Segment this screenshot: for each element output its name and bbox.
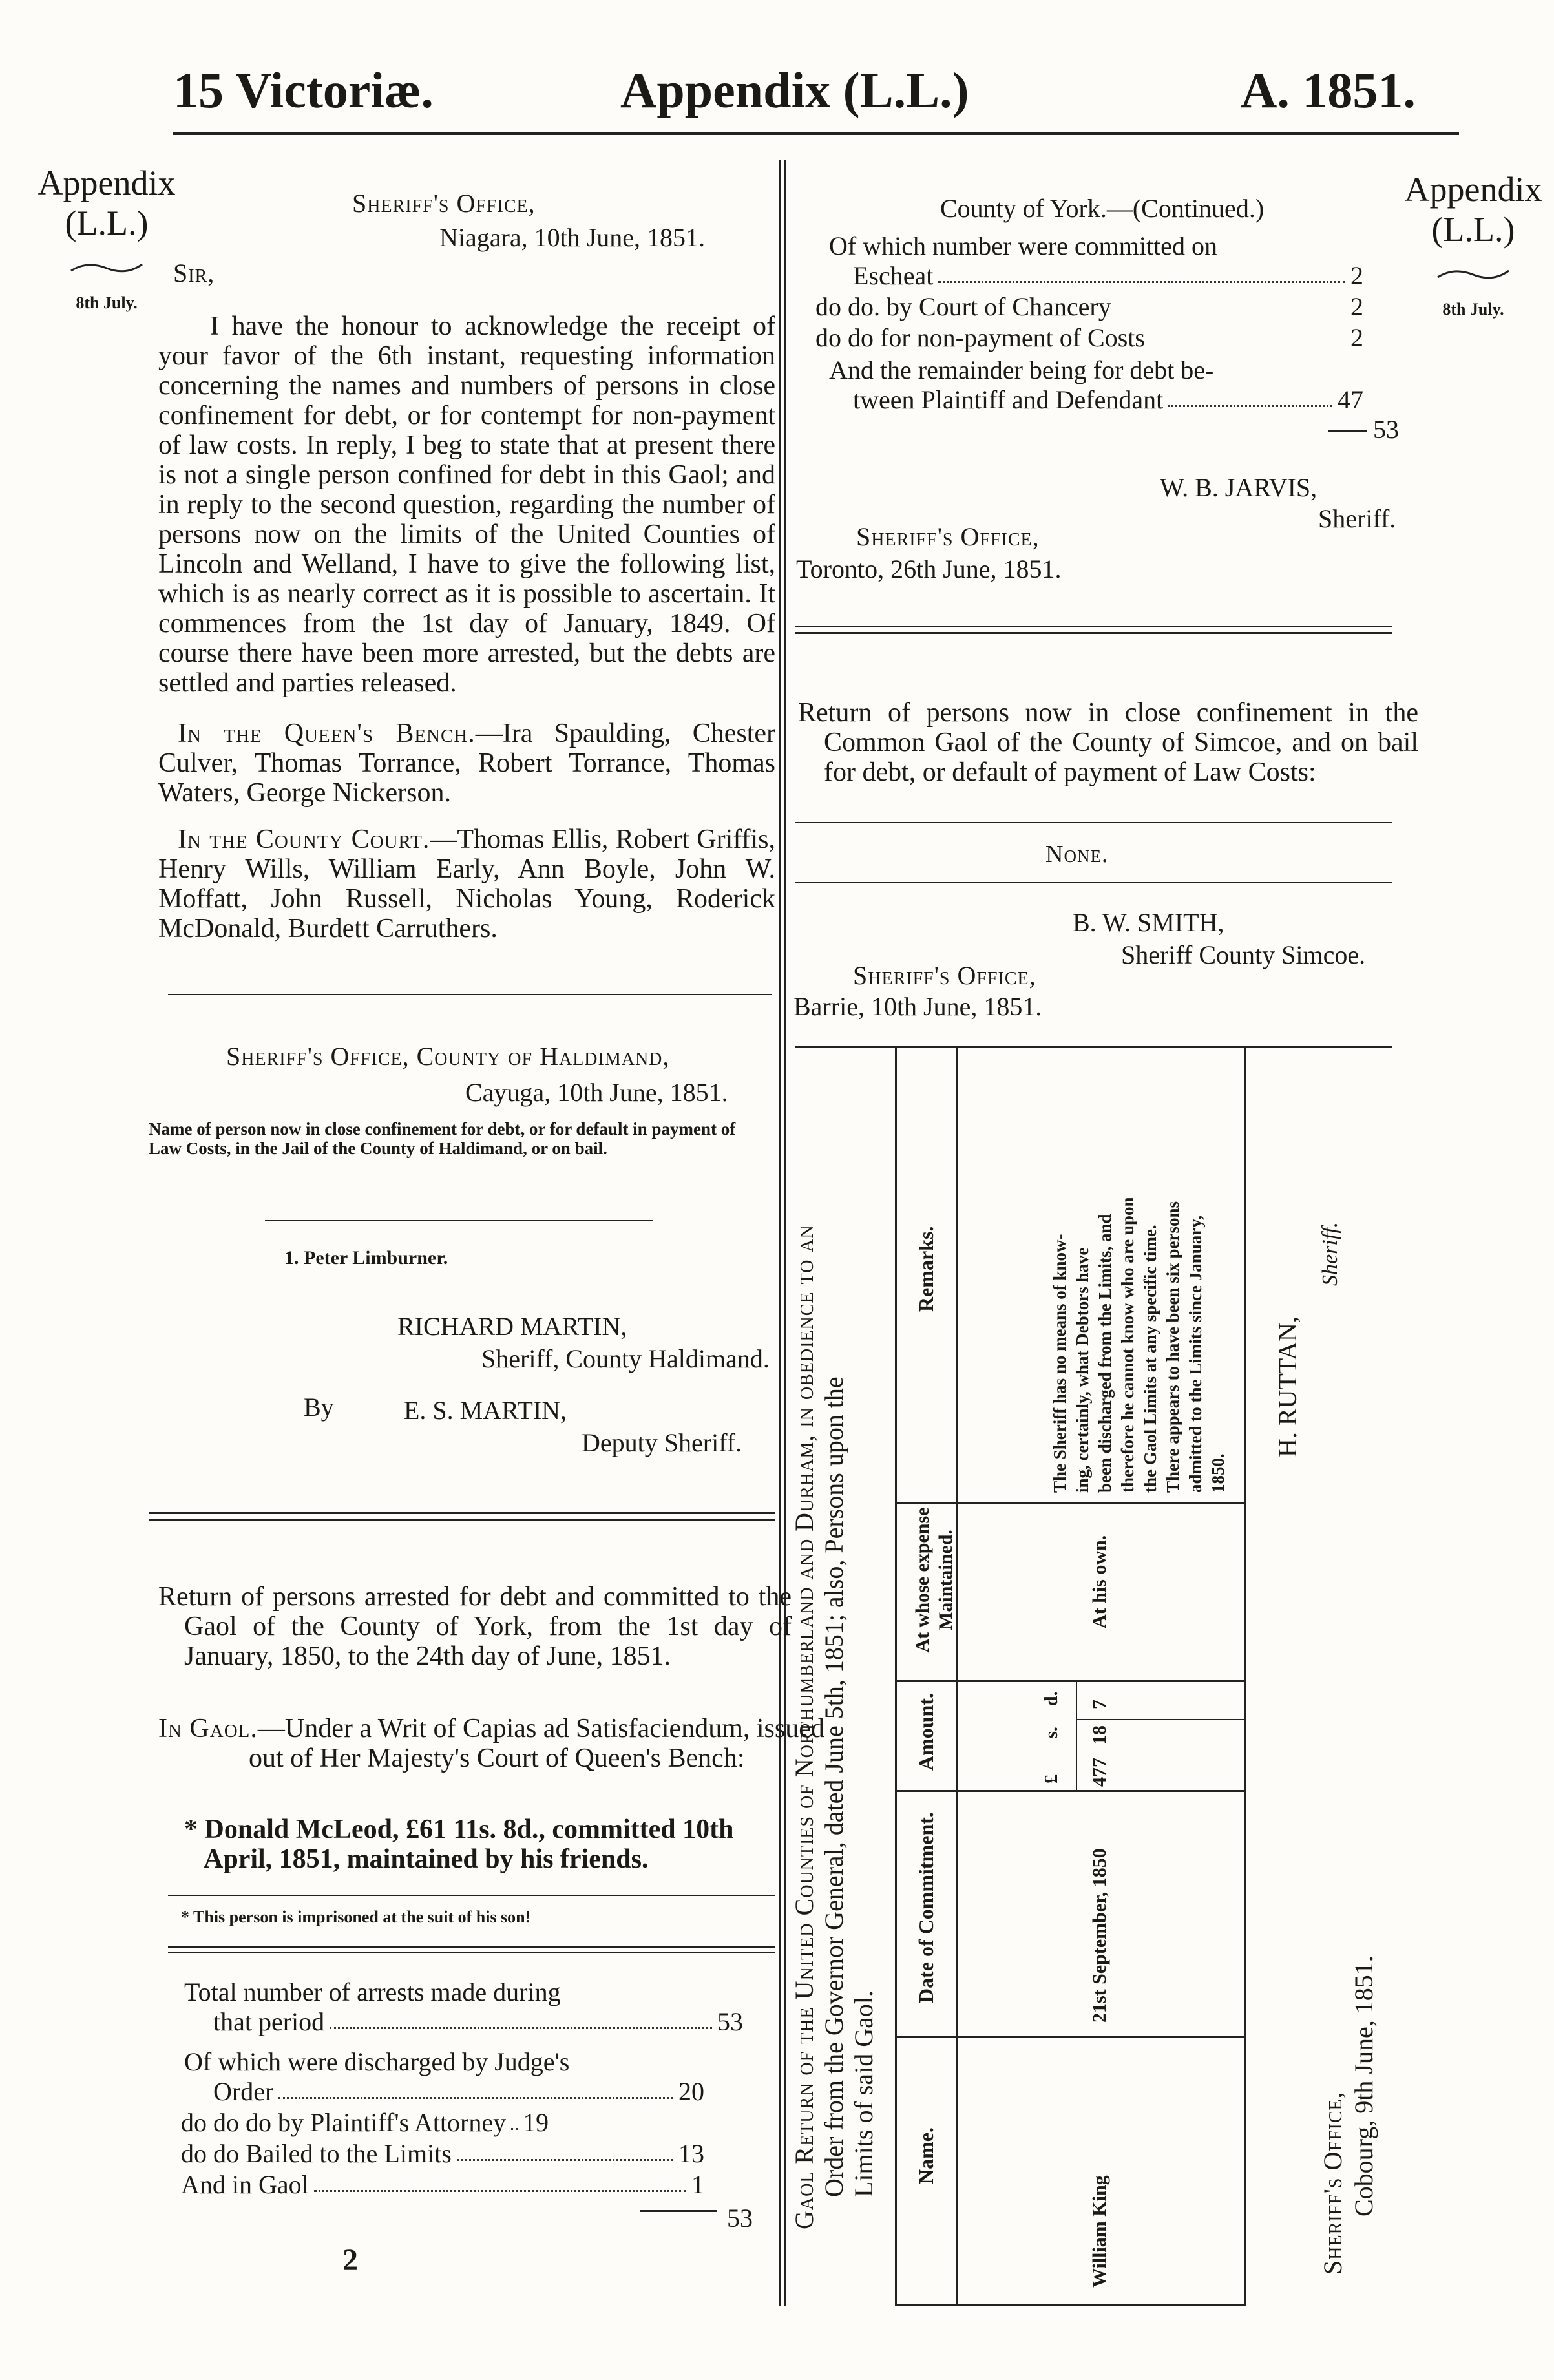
northumberland-place-date: Cobourg, 9th June, 1851. <box>1349 1955 1378 2217</box>
double-rule <box>149 1512 775 1514</box>
table-col-divider <box>895 1502 1244 1504</box>
divider <box>795 882 1392 883</box>
row-date: 21st September, 1850 <box>1089 1848 1110 2023</box>
york-totals-line: And in Gaol 1 <box>181 2170 704 2199</box>
haldimand-signer: RICHARD MARTIN, <box>397 1312 627 1341</box>
york-cont-line: do do for non-payment of Costs 2 <box>815 323 1363 352</box>
flourish-icon <box>1434 266 1512 281</box>
york-continued-heading: County of York.—(Continued.) <box>940 194 1265 223</box>
sum-rule <box>640 2210 717 2212</box>
york-cont-place-date: Toronto, 26th June, 1851. <box>796 554 1062 584</box>
northumberland-office: Sheriff's Office, <box>1318 2091 1347 2275</box>
table-col-divider <box>895 2036 1244 2038</box>
haldimand-deputy: E. S. MARTIN, <box>404 1396 567 1425</box>
northumberland-signer-title: Sheriff. <box>1318 1221 1342 1286</box>
header-rule <box>173 132 1459 135</box>
table-col-divider <box>895 1680 1244 1682</box>
column-header-remarks: Remarks. <box>914 1226 938 1312</box>
page-number: 2 <box>342 2243 358 2277</box>
haldimand-person: 1. Peter Limburner. <box>284 1247 448 1269</box>
amount-subdivider <box>1076 1719 1244 1720</box>
haldimand-signer-title: Sheriff, County Haldimand. <box>481 1344 770 1373</box>
york-cont-line: Of which number were committed on <box>829 231 1217 260</box>
haldimand-place-date: Cayuga, 10th June, 1851. <box>465 1078 728 1107</box>
york-gaol-entry: * Donald McLeod, £61 11s. 8d., committed 10th April, 1851, maintained by his friends. <box>184 1815 734 1874</box>
divider <box>168 1952 775 1953</box>
haldimand-caption: Name of person now in close confinement for debt, or for default in payment of Law Costs, in the Jail of the County of Haldimand, or on bail. <box>149 1119 736 1158</box>
niagara-place-date: Niagara, 10th June, 1851. <box>439 223 706 252</box>
northumberland-title: Gaol Return of the United Counties of Northumberland and Durham, in obedience to an <box>790 1225 819 2229</box>
header-right: A. 1851. <box>1241 62 1416 118</box>
column-header-date: Date of Commitment. <box>914 1812 938 2003</box>
table-col-divider <box>895 1790 1244 1792</box>
table-top-rule <box>795 1046 1392 1048</box>
divider <box>168 994 772 995</box>
divider <box>795 822 1392 823</box>
header-center: Appendix (L.L.) <box>620 62 969 118</box>
york-cont-line: do do. by Court of Chancery 2 <box>815 292 1363 321</box>
side-label-left: Appendix (L.L.) 8th July. <box>37 163 176 312</box>
row-remarks-line: There appears to have been six persons <box>1163 1201 1182 1493</box>
column-divider <box>779 160 781 2306</box>
row-name: William King <box>1089 2175 1110 2288</box>
york-totals-line: do do do by Plaintiff's Attorney 19 <box>181 2108 549 2137</box>
side-label-right: Appendix (L.L.) 8th July. <box>1404 170 1542 319</box>
york-footnote: * This person is imprisoned at the suit of his son! <box>181 1908 531 1926</box>
double-rule <box>149 1519 775 1521</box>
column-header-amount: Amount. <box>914 1692 938 1771</box>
amount-subdivider <box>1076 1680 1077 1790</box>
row-expense: At his own. <box>1089 1535 1110 1628</box>
table-edge <box>956 1046 958 2306</box>
york-totals-line: Order 20 <box>213 2077 704 2106</box>
haldimand-office: Sheriff's Office, County of Haldimand, <box>226 1042 670 1071</box>
row-remarks-line: ing, certainly, what Debtors have <box>1073 1247 1092 1493</box>
amount-unit: d. <box>1042 1691 1062 1706</box>
york-totals-line: that period 53 <box>213 2007 743 2036</box>
simcoe-office: Sheriff's Office, <box>853 961 1036 990</box>
simcoe-signer-title: Sheriff County Simcoe. <box>1121 940 1366 969</box>
amount-unit: s. <box>1042 1727 1062 1738</box>
york-totals-line: do do Bailed to the Limits 13 <box>181 2139 704 2168</box>
simcoe-none: None. <box>1045 841 1109 868</box>
row-remarks-line: The Sheriff has no means of know- <box>1050 1234 1069 1493</box>
northumberland-signer: H. RUTTAN, <box>1273 1316 1302 1457</box>
row-remarks-line: 1850. <box>1208 1453 1228 1493</box>
column-header-name: Name. <box>914 2127 938 2184</box>
simcoe-signer: B. W. SMITH, <box>1073 908 1224 937</box>
amount-unit: £ <box>1042 1774 1062 1784</box>
divider <box>168 1946 775 1948</box>
row-remarks-line: the Gaol Limits at any specific time. <box>1140 1225 1160 1493</box>
double-rule <box>795 626 1392 627</box>
flourish-icon <box>68 259 145 275</box>
row-remarks-line: admitted to the Limits since January, <box>1186 1216 1205 1493</box>
divider <box>168 1895 775 1896</box>
york-cont-line: Escheat 2 <box>853 261 1363 290</box>
column-header-expense: At whose expense Maintained. <box>912 1507 956 1653</box>
row-remarks-line: therefore he cannot know who are upon <box>1118 1197 1137 1493</box>
york-cont-signer: W. B. JARVIS, <box>1160 473 1318 502</box>
york-in-gaol: In Gaol.—Under a Writ of Capias ad Satisfaciendum, issued out of Her Majesty's Court of Queen's Bench: <box>158 1714 824 1773</box>
row-pounds: 477 <box>1089 1758 1110 1787</box>
york-sum: 53 <box>727 2204 753 2233</box>
northumberland-title: Order from the Governor General, dated June 5th, 1851; also, Persons upon the <box>819 1376 848 2197</box>
row-remarks-line: been discharged from the Limits, and <box>1095 1214 1115 1493</box>
divider <box>265 1220 653 1221</box>
simcoe-place-date: Barrie, 10th June, 1851. <box>793 992 1042 1021</box>
york-cont-total: 53 <box>1373 415 1399 444</box>
column-divider <box>784 160 786 2306</box>
county-court-paragraph: In the County Court.—Thomas Ellis, Robert Griffis, Henry Wills, William Early, Ann Boyle, John W. Moffatt, John Russell, Nicholas Young, Roderick McDonald, Burdett Carruthers. <box>158 825 776 943</box>
simcoe-return-title: Return of persons now in close confinement in the Common Gaol of the County of Simcoe, and on bail for debt, or default of payment of Law Costs: <box>798 698 1418 787</box>
niagara-salutation: Sir, <box>173 258 215 288</box>
york-cont-signer-title: Sheriff. <box>1318 504 1396 533</box>
row-shillings: 18 <box>1089 1725 1110 1745</box>
niagara-office: Sheriff's Office, <box>352 189 536 218</box>
sum-rule <box>1328 430 1367 432</box>
york-cont-line: And the remainder being for debt be- <box>829 355 1214 384</box>
york-cont-office: Sheriff's Office, <box>856 522 1040 551</box>
niagara-letter-body: I have the honour to acknowledge the receipt of your favor of the 6th instant, requesting information concerning the names and numbers of persons in close confinement for debt, or for contempt for non-payment of law costs. In reply, I beg to state that at present there is not a single person confined for debt in this Gaol; and in reply to the second question, regarding the number of persons now on the limits of the United Counties of Lincoln and Welland, I have to give the following list, which is as nearly correct as it is possible to ascertain. It commences from the 1st day of January, 1849. Of course there have been more arrested, but the debts are settled and parties released. <box>158 311 775 698</box>
haldimand-deputy-title: Deputy Sheriff. <box>582 1428 742 1457</box>
table-col-divider <box>895 2304 1244 2306</box>
haldimand-by: By <box>304 1393 334 1422</box>
york-totals-line: Of which were discharged by Judge's <box>184 2047 570 2076</box>
table-edge <box>1244 1046 1246 2306</box>
york-return-title: Return of persons arrested for debt and committed to the Gaol of the County of York, from the 1st day of January, 1850, to the 24th day of June, 1851. <box>158 1582 792 1671</box>
northumberland-title: Limits of said Gaol. <box>849 1990 878 2197</box>
header-left: 15 Victoriæ. <box>173 62 434 118</box>
queens-bench-paragraph: In the Queen's Bench.—Ira Spaulding, Chester Culver, Thomas Torrance, Robert Torrance, Thomas Waters, George Nickerson. <box>158 719 776 808</box>
york-cont-line: tween Plaintiff and Defendant 47 <box>853 385 1363 414</box>
double-rule <box>795 632 1392 634</box>
york-totals-line: Total number of arrests made during <box>184 1977 561 2006</box>
table-edge <box>895 1046 897 2306</box>
row-pence: 7 <box>1089 1700 1110 1709</box>
